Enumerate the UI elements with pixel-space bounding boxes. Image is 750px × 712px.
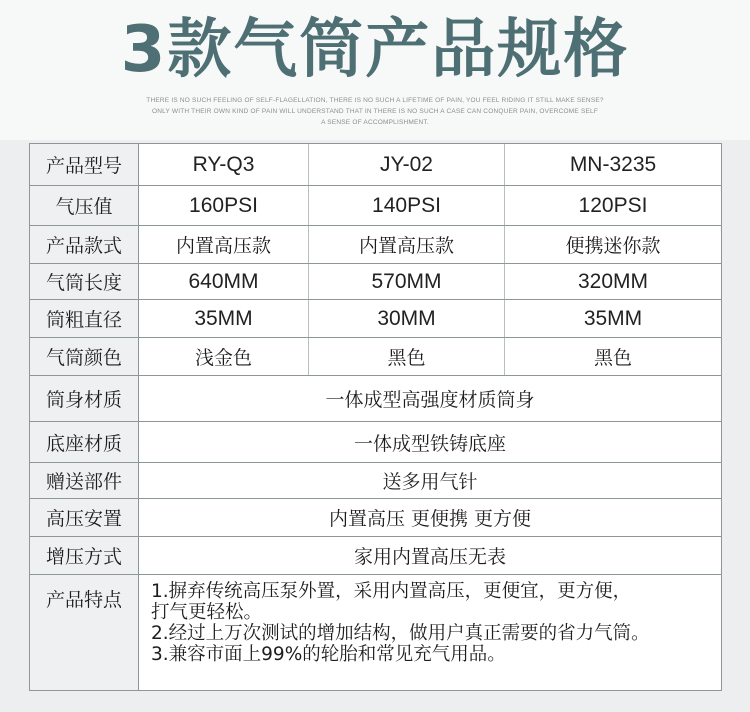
cell-value: 140PSI (309, 186, 505, 225)
feature-line: 3.兼容市面上99%的轮胎和常见充气用品。 (151, 644, 506, 665)
cell-value: JY-02 (309, 144, 505, 185)
cell-value: 35MM (139, 300, 309, 337)
cell-value: 黑色 (593, 347, 632, 369)
cell-value: 120PSI (578, 193, 648, 217)
cell-value: 内置高压 更便携 更方便 (328, 508, 532, 530)
feature-line: 2.经过上万次测试的增加结构，做用户真正需要的省力气筒。 (151, 623, 650, 644)
features-text (139, 575, 721, 690)
page-title: 3款气筒产品规格 (120, 13, 630, 87)
row-label: 赠送部件 (30, 463, 139, 498)
cell-value: 家用内置高压无表 (353, 546, 506, 568)
row-label: 高压安置 (30, 499, 139, 536)
row-label: 气筒颜色 (30, 338, 139, 375)
table-row-style (30, 226, 721, 264)
row-label: 增压方式 (30, 537, 139, 574)
row-label: 产品特点 (30, 575, 139, 690)
cell-value: 内置高压款 (309, 226, 505, 263)
cell-value: 570MM (309, 264, 505, 299)
cell-value: 一体成型高强度材质筒身 (325, 389, 535, 411)
row-label: 产品款式 (30, 226, 139, 263)
row-label: 底座材质 (30, 422, 139, 462)
cell-value: 内置高压款 (139, 226, 309, 263)
row-label: 筒身材质 (30, 376, 139, 421)
row-label: 筒粗直径 (30, 300, 139, 337)
table-row-high-pressure (30, 499, 721, 537)
header-band (0, 0, 750, 140)
table-row-color (30, 338, 721, 376)
cell-value: 便携迷你款 (565, 235, 661, 257)
table-row-diameter (30, 300, 721, 338)
table-row-body-material (30, 376, 721, 422)
cell-value: 160PSI (139, 186, 309, 225)
table-row-boost-method (30, 537, 721, 575)
table-row-pressure (30, 186, 721, 226)
cell-value: 320MM (577, 269, 649, 293)
cell-value: 35MM (583, 306, 643, 330)
spec-table (29, 143, 722, 691)
table-row-base-material (30, 422, 721, 463)
table-row-model (30, 144, 721, 186)
cell-value: MN-3235 (569, 152, 657, 176)
table-row-features (30, 575, 721, 690)
table-row-length (30, 264, 721, 300)
subtitle-line: ONLY WITH THEIR OWN KIND OF PAIN WILL UNDERSTAND THAT IN THERE IS NO SUCH A CASE CAN CONQUER PAIN, OVERCOME SELF (151, 108, 599, 115)
cell-value: 30MM (309, 300, 505, 337)
subtitle-line: A SENSE OF ACCOMPLISHMENT. (321, 119, 429, 126)
row-label: 产品型号 (30, 144, 139, 185)
feature-line: 打气更轻松。 (151, 602, 263, 623)
table-row-accessories (30, 463, 721, 499)
row-label: 气压值 (30, 186, 139, 225)
cell-value: 黑色 (309, 338, 505, 375)
cell-value: 一体成型铁铸底座 (353, 432, 506, 455)
subtitle-line: THERE IS NO SUCH FEELING OF SELF-FLAGELLATION, THERE IS NO SUCH A LIFETIME OF PAIN, YOU FEEL RIDING IT STILL MAKE SENSE? (146, 97, 604, 104)
cell-value: 640MM (139, 264, 309, 299)
feature-line: 1.摒弃传统高压泵外置，采用内置高压，更便宜，更方便， (151, 581, 632, 602)
cell-value: 浅金色 (139, 338, 309, 375)
cell-value: 送多用气针 (382, 471, 478, 493)
cell-value: RY-Q3 (139, 144, 309, 185)
row-label: 气筒长度 (30, 264, 139, 299)
